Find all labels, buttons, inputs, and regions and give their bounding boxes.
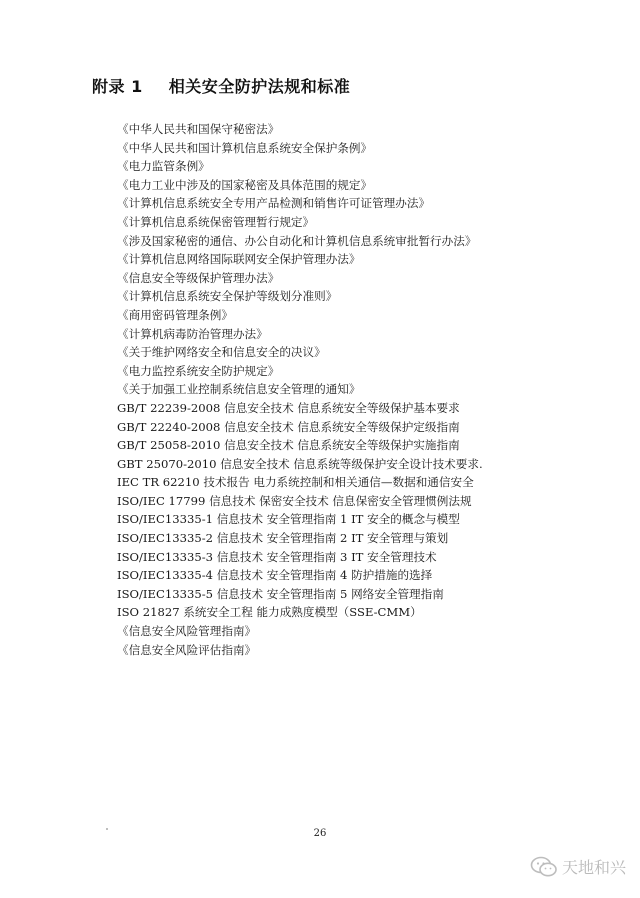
list-item: 《计算机病毒防治管理办法》: [117, 326, 268, 341]
list-item: 《商用密码管理条例》: [117, 307, 233, 322]
list-item: 《关于维护网络安全和信息安全的决议》: [117, 345, 326, 360]
list-item: GB/T 22240-2008 信息安全技术 信息系统安全等级保护定级指南: [117, 419, 460, 434]
list-item: ISO/IEC 17799 信息技术 保密安全技术 信息保密安全管理惯例法规: [117, 493, 472, 508]
list-item: 《电力工业中涉及的国家秘密及具体范围的规定》: [117, 177, 373, 192]
list-item: 《电力监控系统安全防护规定》: [117, 363, 280, 378]
scan-speck: [106, 828, 108, 830]
appendix-title: [92, 74, 350, 97]
list-item: GB/T 22239-2008 信息安全技术 信息系统安全等级保护基本要求: [117, 400, 460, 415]
list-item: 《信息安全风险评估指南》: [117, 642, 257, 657]
appendix-number: 附录 1: [92, 77, 143, 96]
list-item: GB/T 25058-2010 信息安全技术 信息系统安全等级保护实施指南: [117, 438, 460, 453]
list-item: 《信息安全风险管理指南》: [117, 624, 257, 639]
list-item: ISO/IEC13335-3 信息技术 安全管理指南 3 IT 安全管理技术: [117, 549, 437, 564]
list-item: ISO/IEC13335-4 信息技术 安全管理指南 4 防护措施的选择: [117, 568, 433, 583]
regulations-list: [117, 120, 483, 659]
list-item: 《电力监管条例》: [117, 159, 210, 174]
watermark-text: 天地和兴: [561, 858, 626, 877]
wechat-icon: [530, 856, 558, 878]
list-item: 《信息安全等级保护管理办法》: [117, 270, 280, 285]
list-item: 《计算机信息网络国际联网安全保护管理办法》: [117, 252, 361, 267]
list-item: 《涉及国家秘密的通信、办公自动化和计算机信息系统审批暂行办法》: [117, 233, 477, 248]
watermark: [530, 855, 626, 878]
list-item: ISO/IEC13335-1 信息技术 安全管理指南 1 IT 安全的概念与模型: [117, 512, 460, 527]
list-item: ISO/IEC13335-2 信息技术 安全管理指南 2 IT 安全管理与策划: [117, 531, 449, 546]
list-item: 《计算机信息系统保密管理暂行规定》: [117, 214, 315, 229]
page-number: 26: [313, 828, 327, 839]
list-item: GBT 25070-2010 信息安全技术 信息系统等级保护安全设计技术要求.: [117, 456, 483, 471]
list-item: 《中华人民共和国保守秘密法》: [117, 122, 280, 136]
appendix-heading: 相关安全防护法规和标准: [168, 77, 351, 96]
list-item: ISO 21827 系统安全工程 能力成熟度模型（SSE-CMM）: [117, 605, 422, 620]
list-item: 《中华人民共和国计算机信息系统安全保护条例》: [117, 140, 373, 155]
list-item: ISO/IEC13335-5 信息技术 安全管理指南 5 网络安全管理指南: [117, 586, 444, 601]
list-item: 《计算机信息系统安全保护等级划分准则》: [117, 289, 338, 304]
list-item: 《关于加强工业控制系统信息安全管理的通知》: [117, 382, 361, 397]
list-item: IEC TR 62210 技术报告 电力系统控制和相关通信—数据和通信安全: [117, 475, 474, 490]
list-item: 《计算机信息系统安全专用产品检测和销售许可证管理办法》: [117, 196, 431, 211]
